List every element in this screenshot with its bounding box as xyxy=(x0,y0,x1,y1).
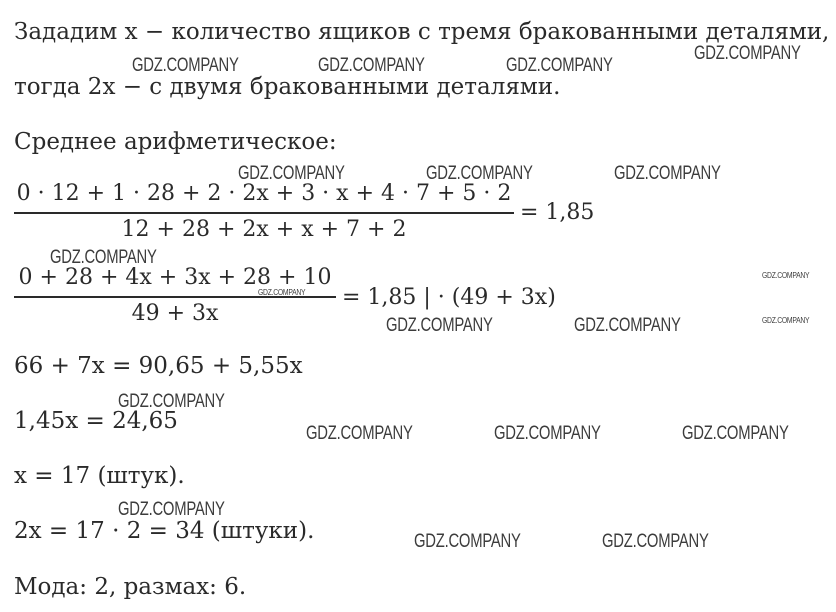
watermark: GDZ.COMPANY xyxy=(762,316,810,325)
section-heading: Среднее арифметическое: xyxy=(14,129,337,155)
equation-1: 66 + 7x = 90,65 + 5,55x xyxy=(14,353,303,379)
equation-3: x = 17 (штук). xyxy=(14,463,185,489)
watermark: GDZ.COMPANY xyxy=(602,531,709,552)
watermark: GDZ.COMPANY xyxy=(426,163,533,184)
watermark: GDZ.COMPANY xyxy=(306,423,413,444)
equation-4: 2x = 17 · 2 = 34 (штуки). xyxy=(14,518,315,544)
watermark: GDZ.COMPANY xyxy=(318,55,425,76)
watermark: GDZ.COMPANY xyxy=(414,531,521,552)
answer-line: Мода: 2, размах: 6. xyxy=(14,574,247,600)
intro-line-1: Зададим x − количество ящиков с тремя бракованными деталями, xyxy=(14,19,830,45)
watermark: GDZ.COMPANY xyxy=(682,423,789,444)
watermark: GDZ.COMPANY xyxy=(238,163,345,184)
watermark: GDZ.COMPANY xyxy=(494,423,601,444)
intro-line-2: тогда 2x − с двумя бракованными деталями. xyxy=(14,74,561,100)
watermark: GDZ.COMPANY xyxy=(694,43,801,64)
watermark: GDZ.COMPANY xyxy=(132,55,239,76)
watermark: GDZ.COMPANY xyxy=(118,499,225,520)
watermark: GDZ.COMPANY xyxy=(118,391,225,412)
fraction-2-numerator: 0 + 28 + 4x + 3x + 28 + 10 xyxy=(18,265,332,290)
equation-2: 1,45x = 24,65 xyxy=(14,408,178,434)
watermark: GDZ.COMPANY xyxy=(258,288,306,297)
watermark: GDZ.COMPANY xyxy=(762,271,810,280)
watermark: GDZ.COMPANY xyxy=(386,315,493,336)
fraction-1-numerator: 0 · 12 + 1 · 28 + 2 · 2x + 3 · x + 4 · 7 + 5 · 2 xyxy=(16,181,512,206)
fraction-1-bar xyxy=(14,212,514,214)
watermark: GDZ.COMPANY xyxy=(614,163,721,184)
watermark: GDZ.COMPANY xyxy=(506,55,613,76)
fraction-1-result: = 1,85 xyxy=(520,200,595,225)
watermark: GDZ.COMPANY xyxy=(50,247,157,268)
fraction-2-denominator: 49 + 3x xyxy=(131,301,219,326)
fraction-1-denominator: 12 + 28 + 2x + x + 7 + 2 xyxy=(121,217,407,242)
watermark: GDZ.COMPANY xyxy=(574,315,681,336)
fraction-2-result: = 1,85 | · (49 + 3x) xyxy=(342,285,556,310)
